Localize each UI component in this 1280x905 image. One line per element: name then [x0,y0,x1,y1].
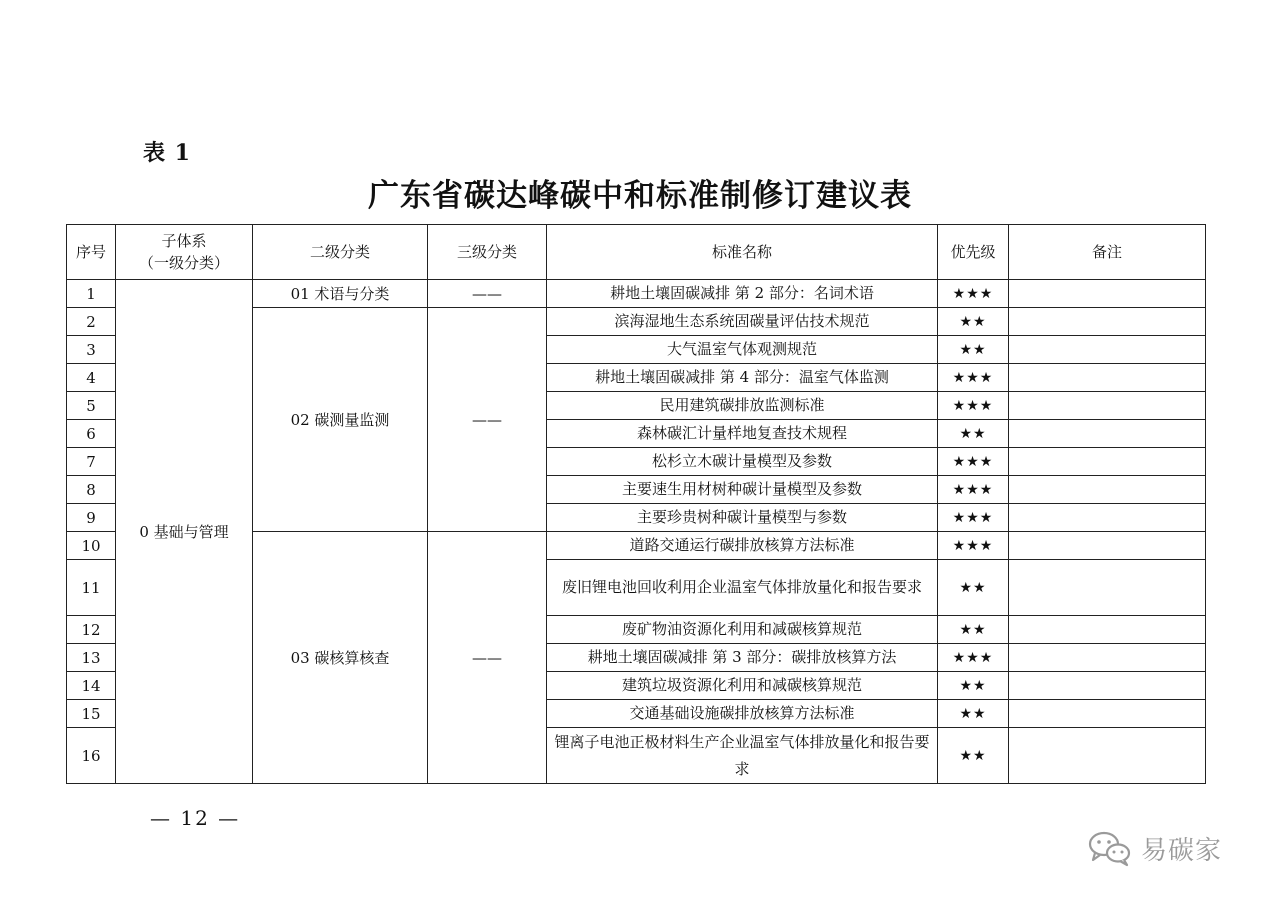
standard-name-cell: 废旧锂电池回收利用企业温室气体排放量化和报告要求 [547,560,938,616]
standard-name-cell: 交通基础设施碳排放核算方法标准 [547,700,938,728]
seq-cell: 6 [67,420,116,448]
header-name: 标准名称 [547,225,938,280]
remarks-cell [1009,560,1206,616]
priority-cell: ★★★ [938,644,1009,672]
level2-cell: 03 碳核算核查 [253,532,428,784]
priority-cell: ★★★ [938,392,1009,420]
seq-cell: 5 [67,392,116,420]
header-seq: 序号 [67,225,116,280]
table-row [67,280,1206,308]
seq-cell: 15 [67,700,116,728]
remarks-cell [1009,728,1206,784]
standard-name-cell: 建筑垃圾资源化利用和减碳核算规范 [547,672,938,700]
remarks-cell [1009,644,1206,672]
seq-cell: 13 [67,644,116,672]
level3-cell: —— [428,280,547,308]
header-remarks: 备注 [1009,225,1206,280]
priority-cell: ★★ [938,616,1009,644]
level3-cell: —— [428,532,547,784]
standard-name-cell: 大气温室气体观测规范 [547,336,938,364]
priority-cell: ★★ [938,700,1009,728]
standard-name-cell: 民用建筑碳排放监测标准 [547,392,938,420]
level2-cell: 02 碳测量监测 [253,308,428,532]
standard-name-cell: 废矿物油资源化利用和减碳核算规范 [547,616,938,644]
page-number: — 12 — [150,806,241,830]
standard-name-cell: 森林碳汇计量样地复查技术规程 [547,420,938,448]
level3-cell: —— [428,308,547,532]
remarks-cell [1009,308,1206,336]
remarks-cell [1009,280,1206,308]
seq-cell: 8 [67,476,116,504]
remarks-cell [1009,392,1206,420]
wechat-icon [1087,829,1133,867]
remarks-cell [1009,700,1206,728]
header-row [67,225,1206,280]
seq-cell: 12 [67,616,116,644]
priority-cell: ★★ [938,560,1009,616]
seq-cell: 4 [67,364,116,392]
priority-cell: ★★ [938,336,1009,364]
seq-cell: 1 [67,280,116,308]
remarks-cell [1009,448,1206,476]
standard-name-cell: 主要珍贵树种碳计量模型与参数 [547,504,938,532]
priority-cell: ★★★ [938,532,1009,560]
priority-cell: ★★ [938,672,1009,700]
seq-cell: 14 [67,672,116,700]
remarks-cell [1009,476,1206,504]
remarks-cell [1009,616,1206,644]
standard-name-cell: 道路交通运行碳排放核算方法标准 [547,532,938,560]
header-subsystem-line1: 子体系 [161,232,207,250]
seq-cell: 7 [67,448,116,476]
watermark [1087,828,1222,868]
seq-cell: 10 [67,532,116,560]
standard-name-cell: 松杉立木碳计量模型及参数 [547,448,938,476]
standard-name-cell: 锂离子电池正极材料生产企业温室气体排放量化和报告要求 [547,728,938,784]
seq-cell: 16 [67,728,116,784]
priority-cell: ★★★ [938,280,1009,308]
watermark-text: 易碳家 [1141,835,1223,866]
header-level3: 三级分类 [428,225,547,280]
header-subsystem [116,225,253,280]
standard-name-cell: 耕地土壤固碳减排 第 4 部分：温室气体监测 [547,364,938,392]
document-title: 广东省碳达峰碳中和标准制修订建议表 [368,178,912,214]
header-subsystem-line2: （一级分类） [138,254,229,272]
standard-name-cell: 滨海湿地生态系统固碳量评估技术规范 [547,308,938,336]
priority-cell: ★★★ [938,476,1009,504]
level2-cell: 01 术语与分类 [253,280,428,308]
standards-table [66,224,1206,784]
header-level2: 二级分类 [253,225,428,280]
table-label: 表 1 [143,140,191,166]
priority-cell: ★★ [938,728,1009,784]
remarks-cell [1009,364,1206,392]
standard-name-cell: 主要速生用材树种碳计量模型及参数 [547,476,938,504]
priority-cell: ★★★ [938,504,1009,532]
remarks-cell [1009,420,1206,448]
priority-cell: ★★★ [938,448,1009,476]
remarks-cell [1009,672,1206,700]
remarks-cell [1009,504,1206,532]
priority-cell: ★★ [938,420,1009,448]
standard-name-cell: 耕地土壤固碳减排 第 2 部分：名词术语 [547,280,938,308]
seq-cell: 3 [67,336,116,364]
seq-cell: 2 [67,308,116,336]
seq-cell: 11 [67,560,116,616]
priority-cell: ★★★ [938,364,1009,392]
header-priority: 优先级 [938,225,1009,280]
level1-cell: 0 基础与管理 [116,280,253,784]
seq-cell: 9 [67,504,116,532]
standard-name-cell: 耕地土壤固碳减排 第 3 部分：碳排放核算方法 [547,644,938,672]
priority-cell: ★★ [938,308,1009,336]
remarks-cell [1009,336,1206,364]
remarks-cell [1009,532,1206,560]
